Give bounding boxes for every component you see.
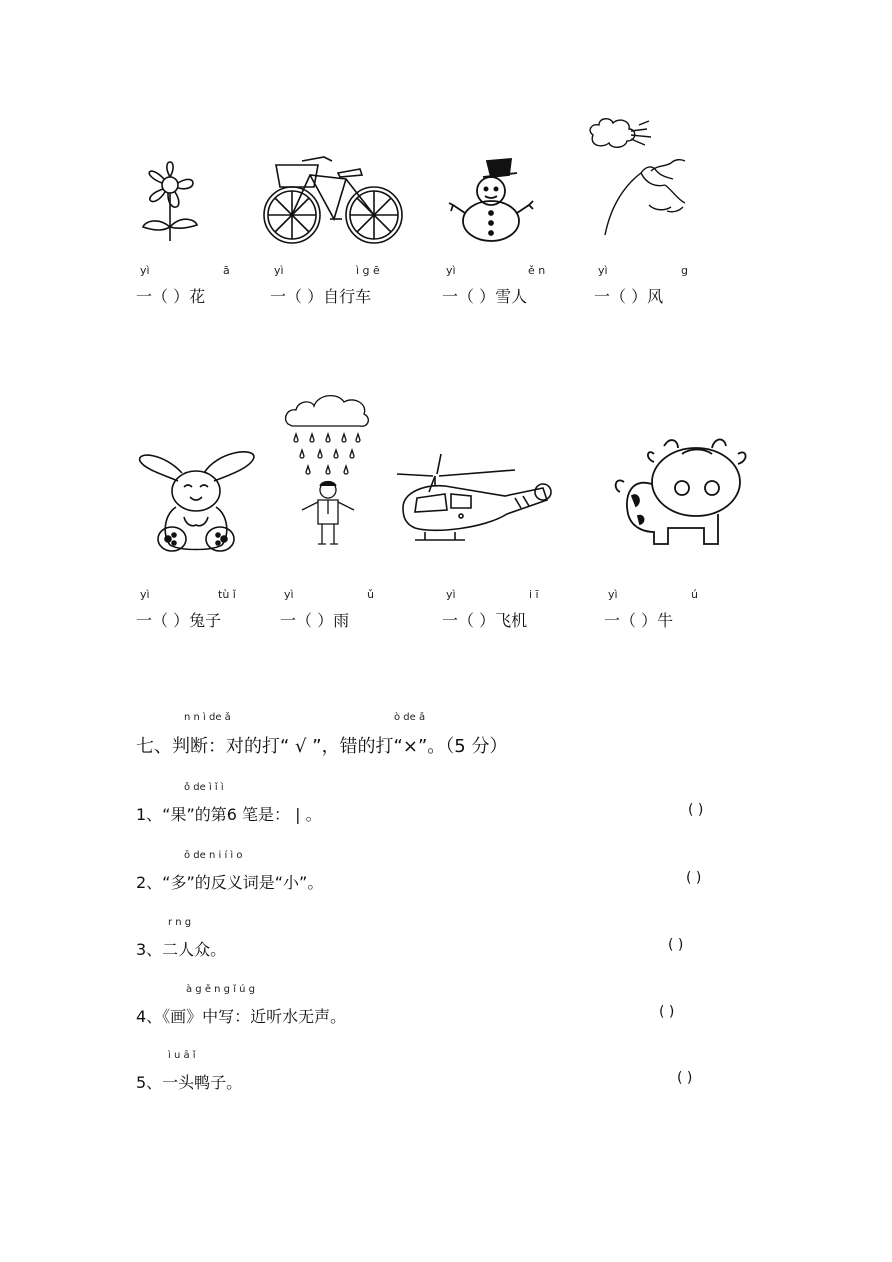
answer-paren[interactable]: ( ) (688, 802, 704, 818)
pinyin-yi: yì (608, 588, 618, 601)
question-pinyin: ǒ de ì ǐ ì (184, 782, 224, 793)
answer-paren[interactable]: ( ) (677, 1070, 693, 1086)
question-text: 1、“果”的第6 笔是： | 。 (136, 805, 322, 824)
flower-icon (135, 155, 205, 245)
helicopter-icon (395, 452, 560, 548)
snowman-icon (447, 157, 537, 243)
fill-blank-flower: 一（ ）花 (136, 287, 206, 306)
fill-blank-rain: 一（ ）雨 (280, 611, 350, 630)
question-pinyin: r n g (168, 917, 192, 928)
question-pinyin: ō de n i í ì o (184, 850, 243, 861)
pinyin-yi: yì (284, 588, 294, 601)
pinyin-hint: ú (691, 588, 698, 601)
fill-blank-helicopter: 一（ ）飞机 (442, 611, 528, 630)
question-pinyin: ì u ā ǐ (168, 1050, 196, 1061)
fill-blank-rabbit: 一（ ）兔子 (136, 611, 222, 630)
pinyin-yi: yì (140, 264, 150, 277)
pinyin-hint: ǔ (367, 588, 374, 601)
bicycle-icon (262, 155, 407, 247)
answer-paren[interactable]: ( ) (686, 870, 702, 886)
pinyin-hint: ě n (528, 264, 546, 277)
cow-icon (608, 432, 748, 550)
answer-paren[interactable]: ( ) (659, 1004, 675, 1020)
section-pinyin: ò de ǎ (394, 712, 426, 723)
pinyin-hint: ì g ē (356, 264, 380, 277)
answer-paren[interactable]: ( ) (668, 937, 684, 953)
fill-blank-bicycle: 一（ ）自行车 (270, 287, 372, 306)
fill-blank-wind: 一（ ）风 (594, 287, 664, 306)
fill-blank-cow: 一（ ）牛 (604, 611, 674, 630)
question-text: 4、《画》中写：近听水无声。 (136, 1007, 347, 1026)
pinyin-yi: yì (446, 264, 456, 277)
pinyin-hint: ā (223, 264, 230, 277)
pinyin-hint: g (681, 264, 688, 277)
section-heading: 七、判断：对的打“ √ ”，错的打“×”。（5 分） (136, 736, 508, 757)
section-pinyin: n n ì de ǎ (184, 712, 231, 723)
wind-icon (585, 115, 700, 245)
pinyin-yi: yì (598, 264, 608, 277)
question-text: 5、一头鸭子。 (136, 1073, 243, 1092)
question-text: 3、二人众。 (136, 940, 227, 959)
question-text: 2、“多”的反义词是“小”。 (136, 873, 324, 892)
pinyin-yi: yì (274, 264, 284, 277)
pinyin-hint: i ī (529, 588, 539, 601)
rabbit-icon (134, 445, 260, 555)
pinyin-yi: yì (446, 588, 456, 601)
fill-blank-snowman: 一（ ）雪人 (442, 287, 528, 306)
pinyin-yi: yì (140, 588, 150, 601)
rain-icon (282, 388, 374, 550)
pinyin-hint: tù ǐ (218, 588, 236, 601)
question-pinyin: à g ě n g ǐ ú g (186, 984, 256, 995)
